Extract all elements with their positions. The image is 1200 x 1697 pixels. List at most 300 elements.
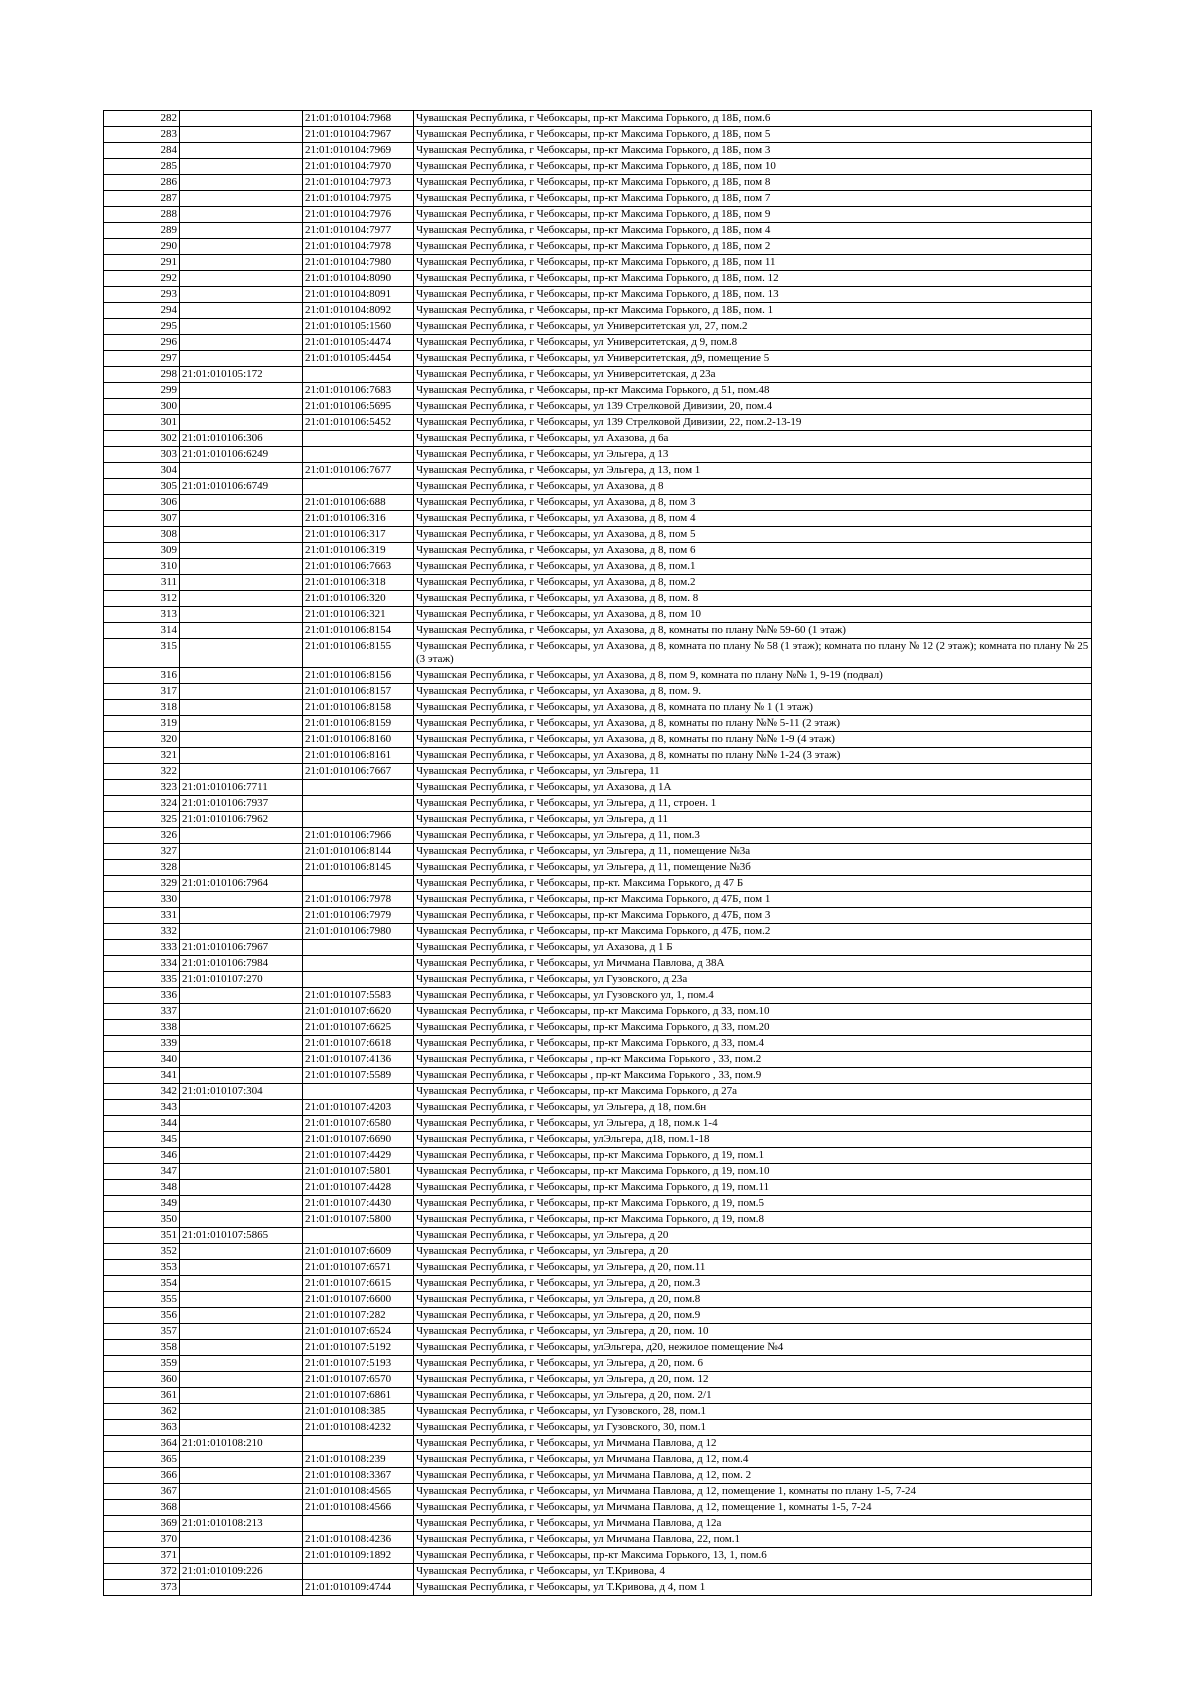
premises-cadastral-number-cell	[303, 812, 414, 828]
address-cell: Чувашская Республика, г Чебоксары, пр-кт Максима Горького, д 51, пом.48	[414, 383, 1092, 399]
table-row	[104, 700, 1092, 716]
row-number-cell: 367	[104, 1484, 180, 1500]
building-cadastral-number-cell: 21:01:010107:304	[180, 1084, 303, 1100]
building-cadastral-number-cell	[180, 1116, 303, 1132]
building-cadastral-number-cell	[180, 732, 303, 748]
address-cell: Чувашская Республика, г Чебоксары, ул Эльгера, д 20, пом. 6	[414, 1356, 1092, 1372]
table-row	[104, 1276, 1092, 1292]
row-number-cell: 361	[104, 1388, 180, 1404]
row-number-cell: 349	[104, 1196, 180, 1212]
address-cell: Чувашская Республика, г Чебоксары, ул Эльгера, д 20, пом. 10	[414, 1324, 1092, 1340]
premises-cadastral-number-cell: 21:01:010109:1892	[303, 1548, 414, 1564]
row-number-cell: 300	[104, 399, 180, 415]
building-cadastral-number-cell	[180, 1148, 303, 1164]
table-row	[104, 1036, 1092, 1052]
premises-cadastral-number-cell: 21:01:010107:6618	[303, 1036, 414, 1052]
row-number-cell: 358	[104, 1340, 180, 1356]
building-cadastral-number-cell	[180, 319, 303, 335]
table-row	[104, 1372, 1092, 1388]
building-cadastral-number-cell: 21:01:010106:7967	[180, 940, 303, 956]
address-cell: Чувашская Республика, г Чебоксары, пр-кт Максима Горького, д 18Б, пом.6	[414, 111, 1092, 127]
premises-cadastral-number-cell: 21:01:010104:7980	[303, 255, 414, 271]
table-row	[104, 1340, 1092, 1356]
address-cell: Чувашская Республика, г Чебоксары, пр-кт Максима Горького, д 18Б, пом. 1	[414, 303, 1092, 319]
address-cell: Чувашская Республика, г Чебоксары, ул Ахазова, д 8, пом. 8	[414, 591, 1092, 607]
table-row	[104, 607, 1092, 623]
row-number-cell: 350	[104, 1212, 180, 1228]
building-cadastral-number-cell	[180, 1532, 303, 1548]
row-number-cell: 364	[104, 1436, 180, 1452]
building-cadastral-number-cell	[180, 1052, 303, 1068]
building-cadastral-number-cell	[180, 351, 303, 367]
table-row	[104, 463, 1092, 479]
row-number-cell: 373	[104, 1580, 180, 1596]
address-cell: Чувашская Республика, г Чебоксары, ул Ахазова, д 8, пом.1	[414, 559, 1092, 575]
premises-cadastral-number-cell: 21:01:010107:5192	[303, 1340, 414, 1356]
address-cell: Чувашская Республика, г Чебоксары, ул Ахазова, д 8, пом 9, комната по плану №№ 1, 9-19 (подвал)	[414, 668, 1092, 684]
row-number-cell: 357	[104, 1324, 180, 1340]
address-cell: Чувашская Республика, г Чебоксары, пр-кт Максима Горького, д 19, пом.11	[414, 1180, 1092, 1196]
address-cell: Чувашская Республика, г Чебоксары, ул Ахазова, д 1 Б	[414, 940, 1092, 956]
building-cadastral-number-cell	[180, 575, 303, 591]
row-number-cell: 314	[104, 623, 180, 639]
address-cell: Чувашская Республика, г Чебоксары, пр-кт Максима Горького, 13, 1, пом.6	[414, 1548, 1092, 1564]
table-row	[104, 159, 1092, 175]
address-cell: Чувашская Республика, г Чебоксары, ул 139 Стрелковой Дивизии, 22, пом.2-13-19	[414, 415, 1092, 431]
row-number-cell: 333	[104, 940, 180, 956]
row-number-cell: 299	[104, 383, 180, 399]
premises-cadastral-number-cell: 21:01:010106:8157	[303, 684, 414, 700]
premises-cadastral-number-cell: 21:01:010107:5583	[303, 988, 414, 1004]
premises-cadastral-number-cell: 21:01:010107:6580	[303, 1116, 414, 1132]
table-row	[104, 559, 1092, 575]
row-number-cell: 356	[104, 1308, 180, 1324]
premises-cadastral-number-cell: 21:01:010106:316	[303, 511, 414, 527]
address-cell: Чувашская Республика, г Чебоксары, ул Ахазова, д 8, пом. 9.	[414, 684, 1092, 700]
premises-cadastral-number-cell: 21:01:010106:321	[303, 607, 414, 623]
row-number-cell: 295	[104, 319, 180, 335]
table-row	[104, 1356, 1092, 1372]
premises-cadastral-number-cell: 21:01:010108:4565	[303, 1484, 414, 1500]
row-number-cell: 283	[104, 127, 180, 143]
table-row	[104, 1164, 1092, 1180]
address-cell: Чувашская Республика, г Чебоксары, ул Ахазова, д 8, комнаты по плану №№ 1-24 (3 этаж)	[414, 748, 1092, 764]
building-cadastral-number-cell	[180, 463, 303, 479]
building-cadastral-number-cell	[180, 1180, 303, 1196]
row-number-cell: 337	[104, 1004, 180, 1020]
row-number-cell: 321	[104, 748, 180, 764]
table-row	[104, 1228, 1092, 1244]
premises-cadastral-number-cell: 21:01:010108:239	[303, 1452, 414, 1468]
row-number-cell: 370	[104, 1532, 180, 1548]
row-number-cell: 334	[104, 956, 180, 972]
address-cell: Чувашская Республика, г Чебоксары , пр-кт Максима Горького , 33, пом.2	[414, 1052, 1092, 1068]
premises-cadastral-number-cell: 21:01:010107:4429	[303, 1148, 414, 1164]
address-cell: Чувашская Республика, г Чебоксары, ул Эльгера, д 20	[414, 1244, 1092, 1260]
table-row	[104, 1420, 1092, 1436]
premises-cadastral-number-cell: 21:01:010106:7683	[303, 383, 414, 399]
building-cadastral-number-cell	[180, 668, 303, 684]
building-cadastral-number-cell: 21:01:010106:306	[180, 431, 303, 447]
row-number-cell: 301	[104, 415, 180, 431]
property-registry-table	[103, 110, 1092, 1596]
table-row	[104, 111, 1092, 127]
table-row	[104, 511, 1092, 527]
premises-cadastral-number-cell: 21:01:010104:7977	[303, 223, 414, 239]
row-number-cell: 307	[104, 511, 180, 527]
table-row	[104, 732, 1092, 748]
table-row	[104, 1452, 1092, 1468]
address-cell: Чувашская Республика, г Чебоксары, пр-кт Максима Горького, д 18Б, пом 2	[414, 239, 1092, 255]
building-cadastral-number-cell	[180, 591, 303, 607]
building-cadastral-number-cell	[180, 191, 303, 207]
row-number-cell: 294	[104, 303, 180, 319]
address-cell: Чувашская Республика, г Чебоксары, ул Университетская, д 23а	[414, 367, 1092, 383]
building-cadastral-number-cell: 21:01:010106:7962	[180, 812, 303, 828]
row-number-cell: 329	[104, 876, 180, 892]
building-cadastral-number-cell	[180, 700, 303, 716]
premises-cadastral-number-cell: 21:01:010107:4430	[303, 1196, 414, 1212]
address-cell: Чувашская Республика, г Чебоксары, ул 139 Стрелковой Дивизии, 20, пом.4	[414, 399, 1092, 415]
row-number-cell: 291	[104, 255, 180, 271]
premises-cadastral-number-cell: 21:01:010106:8161	[303, 748, 414, 764]
building-cadastral-number-cell	[180, 1404, 303, 1420]
row-number-cell: 344	[104, 1116, 180, 1132]
table-row	[104, 1292, 1092, 1308]
building-cadastral-number-cell	[180, 844, 303, 860]
table-row	[104, 175, 1092, 191]
building-cadastral-number-cell	[180, 1372, 303, 1388]
table-row	[104, 303, 1092, 319]
premises-cadastral-number-cell	[303, 780, 414, 796]
row-number-cell: 340	[104, 1052, 180, 1068]
row-number-cell: 311	[104, 575, 180, 591]
row-number-cell: 339	[104, 1036, 180, 1052]
table-row	[104, 1468, 1092, 1484]
row-number-cell: 347	[104, 1164, 180, 1180]
table-row	[104, 351, 1092, 367]
building-cadastral-number-cell	[180, 271, 303, 287]
table-row	[104, 1532, 1092, 1548]
table-row	[104, 1580, 1092, 1596]
address-cell: Чувашская Республика, г Чебоксары, ул Мичмана Павлова, д 12, помещение 1, комнаты по плану 1-5, 7-24	[414, 1484, 1092, 1500]
table-row	[104, 988, 1092, 1004]
premises-cadastral-number-cell	[303, 1564, 414, 1580]
building-cadastral-number-cell	[180, 1340, 303, 1356]
premises-cadastral-number-cell: 21:01:010106:318	[303, 575, 414, 591]
premises-cadastral-number-cell: 21:01:010106:7980	[303, 924, 414, 940]
premises-cadastral-number-cell: 21:01:010106:8155	[303, 639, 414, 668]
table-row	[104, 1484, 1092, 1500]
row-number-cell: 345	[104, 1132, 180, 1148]
building-cadastral-number-cell: 21:01:010106:6249	[180, 447, 303, 463]
row-number-cell: 297	[104, 351, 180, 367]
table-row	[104, 639, 1092, 668]
address-cell: Чувашская Республика, г Чебоксары, пр-кт Максима Горького, д 18Б, пом 11	[414, 255, 1092, 271]
table-row	[104, 1212, 1092, 1228]
table-row	[104, 591, 1092, 607]
row-number-cell: 359	[104, 1356, 180, 1372]
row-number-cell: 362	[104, 1404, 180, 1420]
row-number-cell: 322	[104, 764, 180, 780]
address-cell: Чувашская Республика, г Чебоксары, пр-кт Максима Горького, д 19, пом.8	[414, 1212, 1092, 1228]
premises-cadastral-number-cell: 21:01:010107:6625	[303, 1020, 414, 1036]
building-cadastral-number-cell	[180, 1212, 303, 1228]
table-row	[104, 1132, 1092, 1148]
building-cadastral-number-cell	[180, 223, 303, 239]
building-cadastral-number-cell	[180, 1068, 303, 1084]
table-row	[104, 1500, 1092, 1516]
table-row	[104, 1404, 1092, 1420]
address-cell: Чувашская Республика, г Чебоксары, ул Ахазова, д 8, пом 4	[414, 511, 1092, 527]
premises-cadastral-number-cell: 21:01:010107:6524	[303, 1324, 414, 1340]
building-cadastral-number-cell	[180, 1100, 303, 1116]
table-row	[104, 399, 1092, 415]
building-cadastral-number-cell: 21:01:010108:213	[180, 1516, 303, 1532]
premises-cadastral-number-cell: 21:01:010106:7677	[303, 463, 414, 479]
address-cell: Чувашская Республика, г Чебоксары, ул Эльгера, д 13	[414, 447, 1092, 463]
address-cell: Чувашская Республика, г Чебоксары, ул Гузовского, 28, пом.1	[414, 1404, 1092, 1420]
building-cadastral-number-cell	[180, 908, 303, 924]
row-number-cell: 282	[104, 111, 180, 127]
row-number-cell: 319	[104, 716, 180, 732]
building-cadastral-number-cell	[180, 399, 303, 415]
building-cadastral-number-cell	[180, 511, 303, 527]
premises-cadastral-number-cell: 21:01:010107:5800	[303, 1212, 414, 1228]
building-cadastral-number-cell	[180, 415, 303, 431]
row-number-cell: 341	[104, 1068, 180, 1084]
building-cadastral-number-cell: 21:01:010107:270	[180, 972, 303, 988]
building-cadastral-number-cell	[180, 1276, 303, 1292]
premises-cadastral-number-cell: 21:01:010106:7966	[303, 828, 414, 844]
address-cell: Чувашская Республика, г Чебоксары, ул Мичмана Павлова, д 38А	[414, 956, 1092, 972]
premises-cadastral-number-cell: 21:01:010107:6570	[303, 1372, 414, 1388]
row-number-cell: 335	[104, 972, 180, 988]
row-number-cell: 292	[104, 271, 180, 287]
table-row	[104, 780, 1092, 796]
row-number-cell: 316	[104, 668, 180, 684]
premises-cadastral-number-cell: 21:01:010105:1560	[303, 319, 414, 335]
premises-cadastral-number-cell: 21:01:010104:7975	[303, 191, 414, 207]
table-row	[104, 796, 1092, 812]
building-cadastral-number-cell: 21:01:010106:7964	[180, 876, 303, 892]
building-cadastral-number-cell	[180, 1420, 303, 1436]
building-cadastral-number-cell	[180, 159, 303, 175]
table-row	[104, 812, 1092, 828]
row-number-cell: 293	[104, 287, 180, 303]
address-cell: Чувашская Республика, г Чебоксары, ул Эльгера, д 11	[414, 812, 1092, 828]
table-row	[104, 1436, 1092, 1452]
address-cell: Чувашская Республика, г Чебоксары, пр-кт Максима Горького, д 18Б, пом 4	[414, 223, 1092, 239]
table-row	[104, 383, 1092, 399]
premises-cadastral-number-cell	[303, 1084, 414, 1100]
row-number-cell: 308	[104, 527, 180, 543]
premises-cadastral-number-cell	[303, 447, 414, 463]
address-cell: Чувашская Республика, г Чебоксары, пр-кт Максима Горького, д 33, пом.4	[414, 1036, 1092, 1052]
premises-cadastral-number-cell	[303, 1436, 414, 1452]
premises-cadastral-number-cell: 21:01:010104:7967	[303, 127, 414, 143]
address-cell: Чувашская Республика, г Чебоксары, улЭльгера, д20, нежилое помещение №4	[414, 1340, 1092, 1356]
table-row	[104, 127, 1092, 143]
building-cadastral-number-cell	[180, 287, 303, 303]
address-cell: Чувашская Республика, г Чебоксары, ул Эльгера, д 20, пом. 12	[414, 1372, 1092, 1388]
building-cadastral-number-cell: 21:01:010106:7937	[180, 796, 303, 812]
address-cell: Чувашская Республика, г Чебоксары, пр-кт Максима Горького, д 33, пом.10	[414, 1004, 1092, 1020]
table-row	[104, 860, 1092, 876]
table-row	[104, 1020, 1092, 1036]
premises-cadastral-number-cell: 21:01:010106:8160	[303, 732, 414, 748]
building-cadastral-number-cell	[180, 860, 303, 876]
row-number-cell: 368	[104, 1500, 180, 1516]
building-cadastral-number-cell	[180, 527, 303, 543]
table-row	[104, 1388, 1092, 1404]
premises-cadastral-number-cell: 21:01:010109:4744	[303, 1580, 414, 1596]
table-row	[104, 431, 1092, 447]
building-cadastral-number-cell	[180, 1548, 303, 1564]
premises-cadastral-number-cell: 21:01:010106:320	[303, 591, 414, 607]
building-cadastral-number-cell	[180, 1036, 303, 1052]
building-cadastral-number-cell	[180, 607, 303, 623]
premises-cadastral-number-cell: 21:01:010106:5695	[303, 399, 414, 415]
address-cell: Чувашская Республика, г Чебоксары, ул Мичмана Павлова, д 12, пом. 2	[414, 1468, 1092, 1484]
address-cell: Чувашская Республика, г Чебоксары, ул Ахазова, д 8	[414, 479, 1092, 495]
premises-cadastral-number-cell: 21:01:010105:4474	[303, 335, 414, 351]
table-row	[104, 956, 1092, 972]
premises-cadastral-number-cell: 21:01:010105:4454	[303, 351, 414, 367]
premises-cadastral-number-cell	[303, 1228, 414, 1244]
premises-cadastral-number-cell: 21:01:010107:6571	[303, 1260, 414, 1276]
row-number-cell: 346	[104, 1148, 180, 1164]
table-row	[104, 527, 1092, 543]
address-cell: Чувашская Республика, г Чебоксары, пр-кт Максима Горького, д 47Б, пом 1	[414, 892, 1092, 908]
building-cadastral-number-cell	[180, 207, 303, 223]
table-row	[104, 1084, 1092, 1100]
row-number-cell: 332	[104, 924, 180, 940]
building-cadastral-number-cell: 21:01:010107:5865	[180, 1228, 303, 1244]
row-number-cell: 313	[104, 607, 180, 623]
address-cell: Чувашская Республика, г Чебоксары, ул Ахазова, д 8, комната по плану № 58 (1 этаж); комната по плану № 12 (2 этаж); комната по плану № 25 (3 этаж)	[414, 639, 1092, 668]
address-cell: Чувашская Республика, г Чебоксары, ул Мичмана Павлова, д 12, помещение 1, комнаты 1-5, 7-24	[414, 1500, 1092, 1516]
building-cadastral-number-cell	[180, 303, 303, 319]
table-row	[104, 1100, 1092, 1116]
address-cell: Чувашская Республика, г Чебоксары, ул Эльгера, д 20, пом.3	[414, 1276, 1092, 1292]
building-cadastral-number-cell	[180, 639, 303, 668]
table-row	[104, 668, 1092, 684]
premises-cadastral-number-cell: 21:01:010106:319	[303, 543, 414, 559]
premises-cadastral-number-cell	[303, 1516, 414, 1532]
address-cell: Чувашская Республика, г Чебоксары, пр-кт Максима Горького, д 18Б, пом. 13	[414, 287, 1092, 303]
table-row	[104, 1260, 1092, 1276]
building-cadastral-number-cell	[180, 1244, 303, 1260]
address-cell: Чувашская Республика, г Чебоксары, ул Эльгера, д 20	[414, 1228, 1092, 1244]
table-row	[104, 143, 1092, 159]
table-row	[104, 940, 1092, 956]
premises-cadastral-number-cell: 21:01:010107:6861	[303, 1388, 414, 1404]
address-cell: Чувашская Республика, г Чебоксары, пр-кт Максима Горького, д 18Б, пом. 12	[414, 271, 1092, 287]
address-cell: Чувашская Республика, г Чебоксары, ул Университетская, д 9, пом.8	[414, 335, 1092, 351]
row-number-cell: 348	[104, 1180, 180, 1196]
row-number-cell: 331	[104, 908, 180, 924]
building-cadastral-number-cell	[180, 1388, 303, 1404]
table-row	[104, 1068, 1092, 1084]
building-cadastral-number-cell	[180, 1260, 303, 1276]
building-cadastral-number-cell	[180, 1308, 303, 1324]
building-cadastral-number-cell	[180, 1500, 303, 1516]
building-cadastral-number-cell	[180, 764, 303, 780]
premises-cadastral-number-cell: 21:01:010107:6690	[303, 1132, 414, 1148]
address-cell: Чувашская Республика, г Чебоксары, ул Ахазова, д 6а	[414, 431, 1092, 447]
row-number-cell: 284	[104, 143, 180, 159]
premises-cadastral-number-cell: 21:01:010108:3367	[303, 1468, 414, 1484]
row-number-cell: 360	[104, 1372, 180, 1388]
premises-cadastral-number-cell: 21:01:010106:7979	[303, 908, 414, 924]
table-row	[104, 447, 1092, 463]
building-cadastral-number-cell	[180, 1452, 303, 1468]
premises-cadastral-number-cell: 21:01:010107:6600	[303, 1292, 414, 1308]
building-cadastral-number-cell: 21:01:010105:172	[180, 367, 303, 383]
table-row	[104, 223, 1092, 239]
premises-cadastral-number-cell: 21:01:010106:7663	[303, 559, 414, 575]
row-number-cell: 352	[104, 1244, 180, 1260]
address-cell: Чувашская Республика, г Чебоксары, ул Ахазова, д 8, комната по плану № 1 (1 этаж)	[414, 700, 1092, 716]
row-number-cell: 317	[104, 684, 180, 700]
premises-cadastral-number-cell: 21:01:010106:317	[303, 527, 414, 543]
address-cell: Чувашская Республика, г Чебоксары, ул Ахазова, д 8, пом 3	[414, 495, 1092, 511]
table-row	[104, 495, 1092, 511]
row-number-cell: 325	[104, 812, 180, 828]
table-row	[104, 479, 1092, 495]
row-number-cell: 288	[104, 207, 180, 223]
row-number-cell: 326	[104, 828, 180, 844]
address-cell: Чувашская Республика, г Чебоксары, ул Гузовского, д 23а	[414, 972, 1092, 988]
row-number-cell: 315	[104, 639, 180, 668]
table-row	[104, 1004, 1092, 1020]
premises-cadastral-number-cell: 21:01:010107:5193	[303, 1356, 414, 1372]
building-cadastral-number-cell	[180, 988, 303, 1004]
premises-cadastral-number-cell	[303, 876, 414, 892]
premises-cadastral-number-cell	[303, 479, 414, 495]
address-cell: Чувашская Республика, г Чебоксары, улЭльгера, д18, пом.1-18	[414, 1132, 1092, 1148]
building-cadastral-number-cell	[180, 383, 303, 399]
table-row	[104, 255, 1092, 271]
table-row	[104, 415, 1092, 431]
address-cell: Чувашская Республика, г Чебоксары, ул Гузовского, 30, пом.1	[414, 1420, 1092, 1436]
premises-cadastral-number-cell: 21:01:010104:8091	[303, 287, 414, 303]
address-cell: Чувашская Республика, г Чебоксары, пр-кт Максима Горького, д 18Б, пом 10	[414, 159, 1092, 175]
table-row	[104, 844, 1092, 860]
building-cadastral-number-cell	[180, 1020, 303, 1036]
table-row	[104, 319, 1092, 335]
building-cadastral-number-cell	[180, 623, 303, 639]
table-row	[104, 1196, 1092, 1212]
address-cell: Чувашская Республика, г Чебоксары , пр-кт Максима Горького , 33, пом.9	[414, 1068, 1092, 1084]
building-cadastral-number-cell	[180, 495, 303, 511]
row-number-cell: 351	[104, 1228, 180, 1244]
building-cadastral-number-cell	[180, 543, 303, 559]
address-cell: Чувашская Республика, г Чебоксары, ул Эльгера, д 11, строен. 1	[414, 796, 1092, 812]
building-cadastral-number-cell	[180, 1004, 303, 1020]
table-row	[104, 764, 1092, 780]
building-cadastral-number-cell: 21:01:010108:210	[180, 1436, 303, 1452]
building-cadastral-number-cell	[180, 143, 303, 159]
address-cell: Чувашская Республика, г Чебоксары, пр-кт Максима Горького, д 19, пом.5	[414, 1196, 1092, 1212]
table-row	[104, 207, 1092, 223]
row-number-cell: 305	[104, 479, 180, 495]
registry-body	[104, 111, 1092, 1596]
building-cadastral-number-cell	[180, 1324, 303, 1340]
row-number-cell: 285	[104, 159, 180, 175]
premises-cadastral-number-cell: 21:01:010107:6609	[303, 1244, 414, 1260]
